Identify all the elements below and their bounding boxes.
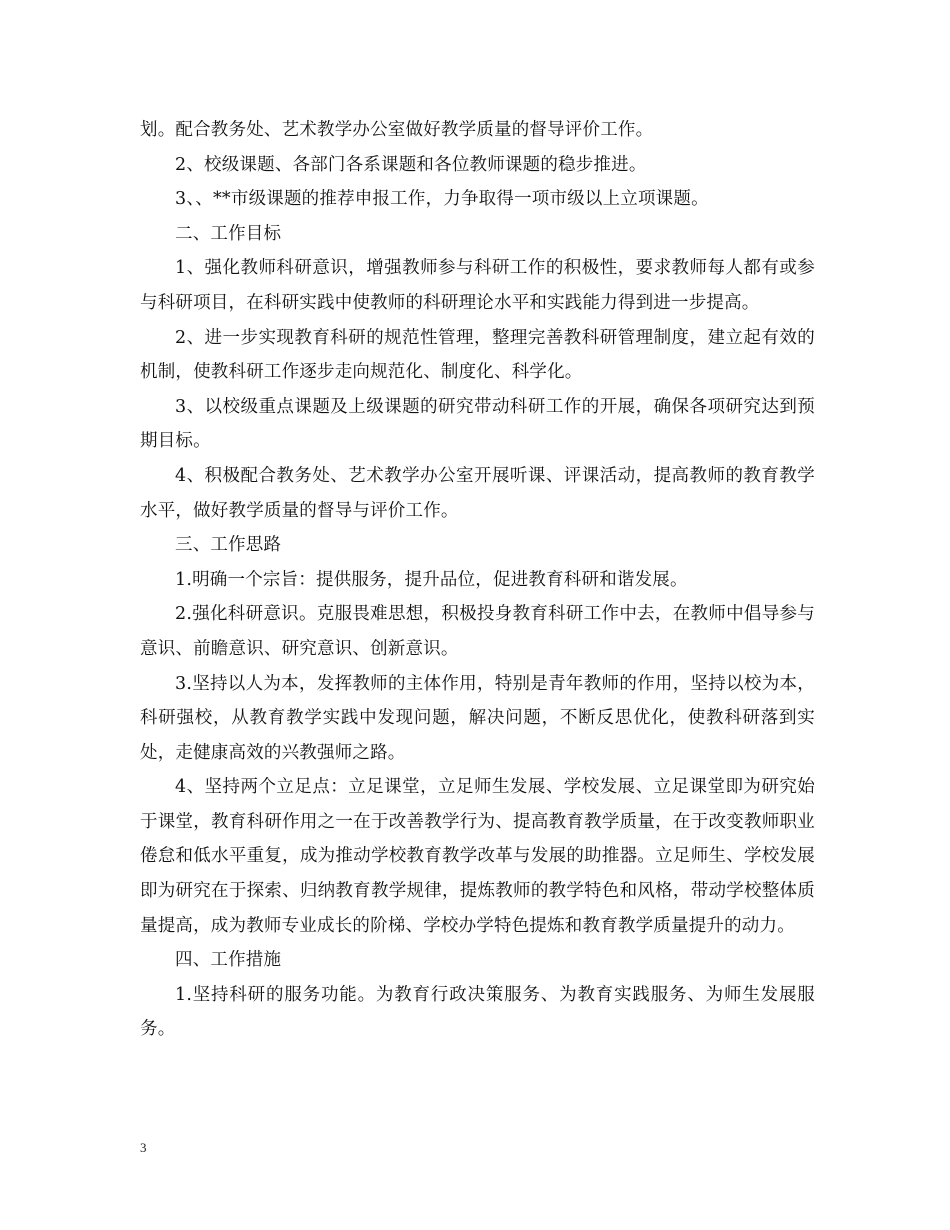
section-heading-goals: 二、工作目标: [175, 223, 282, 244]
measure-item-1: 1.坚持科研的服务功能。为教育行政决策服务、为教育实践服务、为师生发展服务。: [140, 984, 815, 1040]
goal-item-3: 3、以校级重点课题及上级课题的研究带动科研工作的开展，确保各项研究达到预期目标。: [140, 396, 815, 452]
goal-item-4: 4、积极配合教务处、艺术教学办公室开展听课、评课活动，提高教师的教育教学水平，做好教学质量的督导与评价工作。: [140, 465, 815, 521]
section-heading-approach: 三、工作思路: [175, 535, 282, 556]
document-body: [140, 113, 815, 1047]
approach-item-4: 4、坚持两个立足点：立足课堂，立足师生发展、学校发展、立足课堂即为研究始于课堂，教育科研作用之一在于改善教学行为、提高教育教学质量，在于改变教师职业倦怠和低水平重复，成为推动学校教育教学改革与发展的助推器。立足师生、学校发展即为研究在于探索、归纳教育教学规律，提炼教师的教学特色和风格，带动学校整体质量提高，成为教师专业成长的阶梯、学校办学特色提炼和教育教学质量提升的动力。: [140, 777, 815, 936]
approach-item-3: 3.坚持以人为本，发挥教师的主体作用，特别是青年教师的作用，坚持以校为本，科研强校，从教育教学实践中发现问题，解决问题，不断反思优化，使教科研落到实处，走健康高效的兴教强师之路。: [140, 673, 815, 763]
goal-item-2: 2、进一步实现教育科研的规范性管理，整理完善教科研管理制度，建立起有效的机制，使教科研工作逐步走向规范化、制度化、科学化。: [140, 327, 815, 383]
goal-item-1: 1、强化教师科研意识，增强教师参与科研工作的积极性，要求教师每人都有或参与科研项目，在科研实践中使教师的科研理论水平和实践能力得到进一步提高。: [140, 258, 815, 313]
approach-item-1: 1.明确一个宗旨：提供服务，提升品位，促进教育科研和谐发展。: [175, 569, 688, 590]
list-item-school-projects: 2、校级课题、各部门各系课题和各位教师课题的稳步推进。: [175, 154, 647, 175]
section-heading-measures: 四、工作措施: [175, 950, 282, 971]
approach-item-2: 2.强化科研意识。克服畏难思想，积极投身教育科研工作中去，在教师中倡导参与意识、前瞻意识、研究意识、创新意识。: [140, 604, 815, 659]
list-item-city-projects: 3、、**市级课题的推荐申报工作，力争取得一项市级以上立项课题。: [175, 189, 709, 210]
page-number: 3: [140, 1140, 147, 1155]
paragraph-continuation: 划。配合教务处、艺术教学办公室做好教学质量的督导评价工作。: [140, 120, 654, 140]
